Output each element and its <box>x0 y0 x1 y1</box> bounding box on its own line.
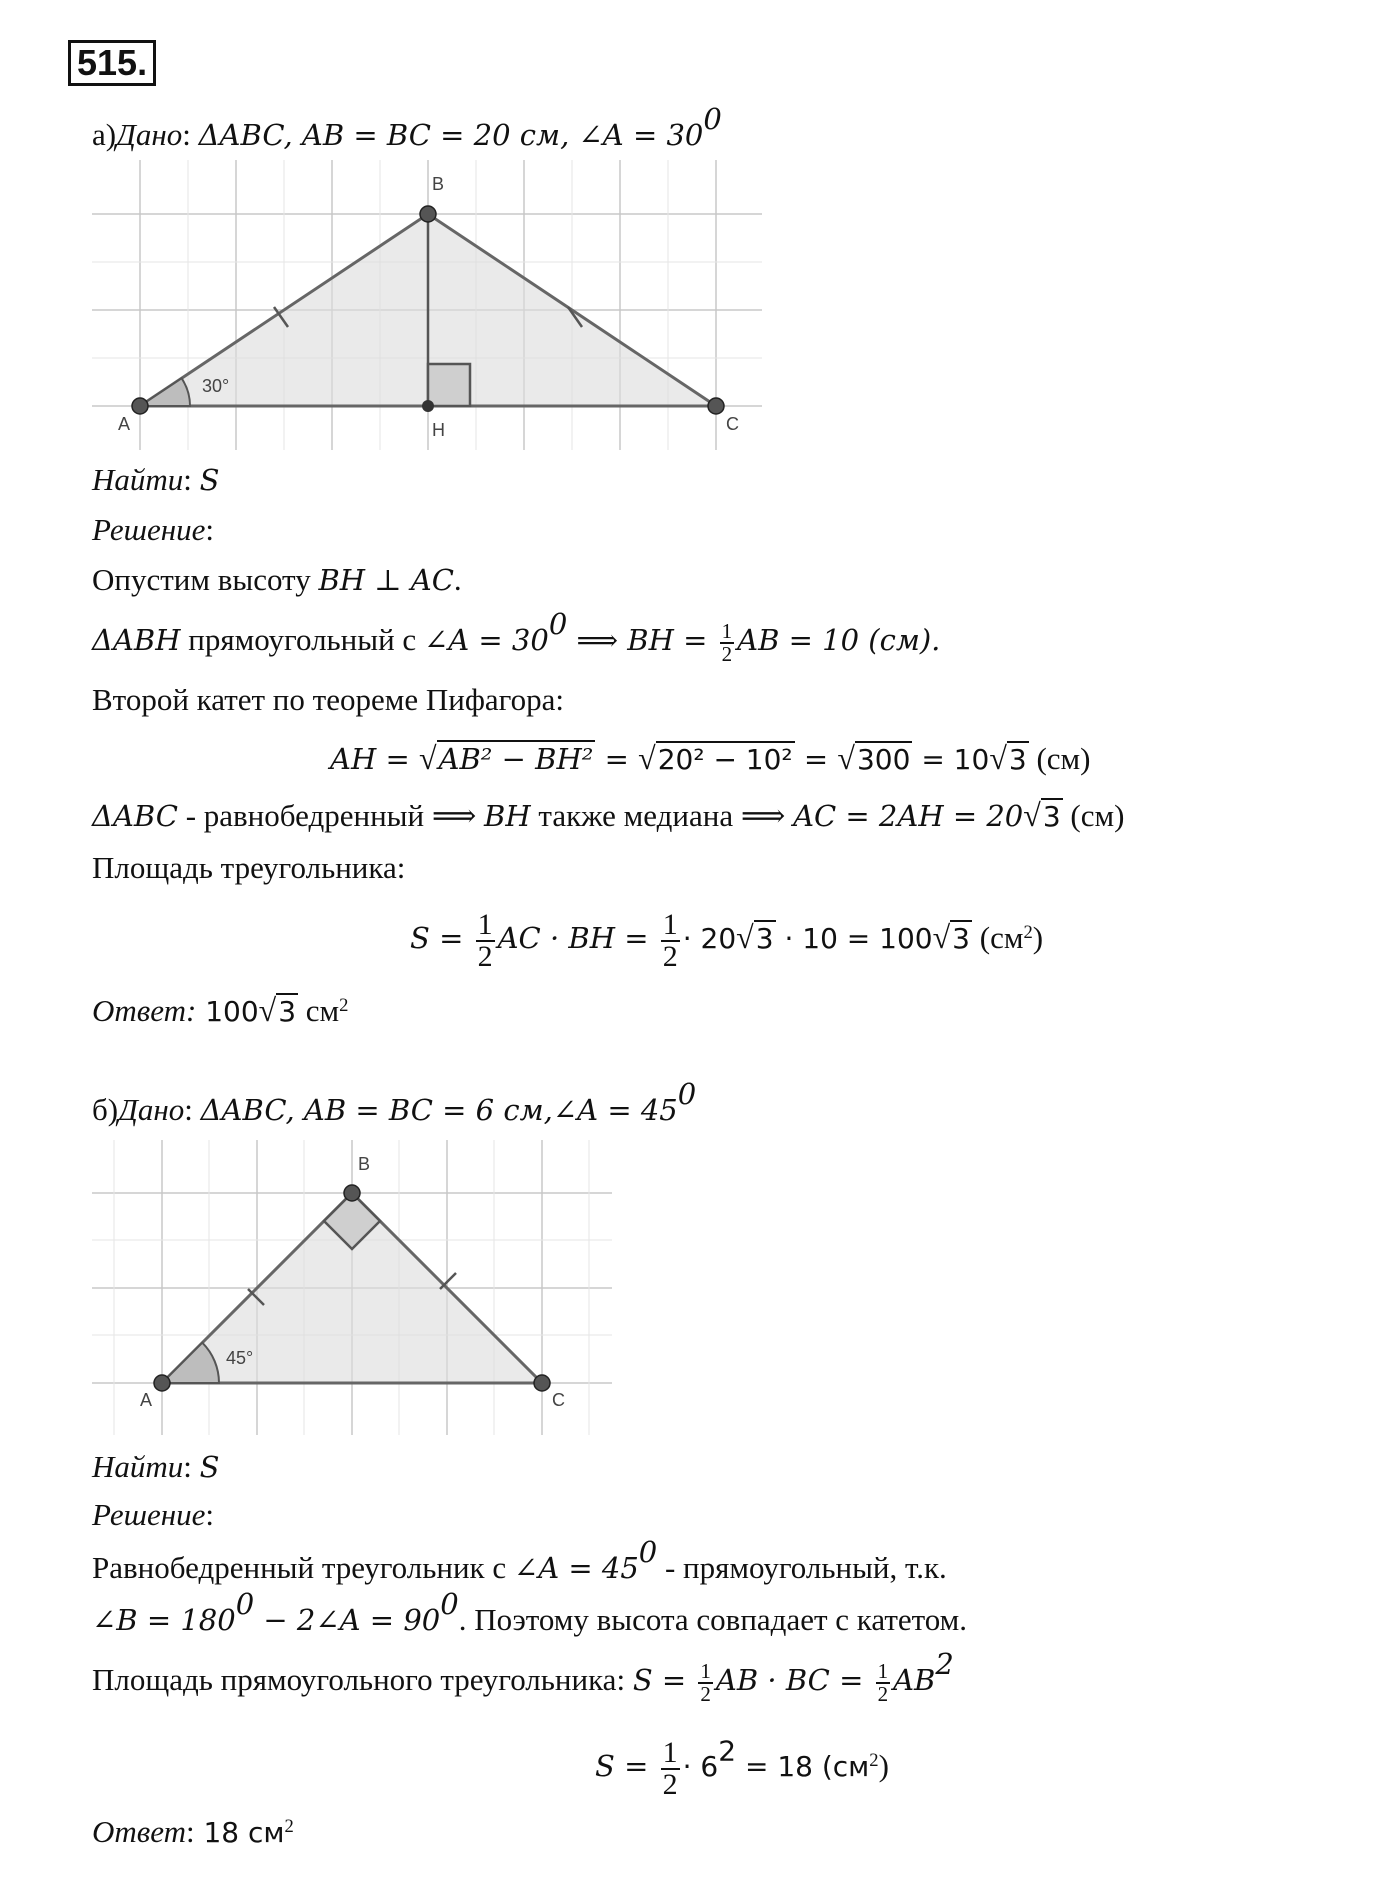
label-c-b: C <box>552 1390 565 1410</box>
figure-b <box>92 1140 612 1440</box>
part-b-formula: S = $\frac{1}{2}$ · $6^2 = 18$ $(см^2)$ <box>595 1734 889 1801</box>
label-c: C <box>726 414 739 434</box>
part-a-line5: Площадь треугольника: <box>92 850 406 885</box>
part-a-line3: Второй катет по теореме Пифагора: <box>92 682 564 717</box>
point-a-b <box>154 1375 170 1391</box>
label-a-b: A <box>140 1390 153 1410</box>
label-b: B <box>432 174 445 194</box>
point-c-b <box>534 1375 550 1391</box>
part-b-answer: Ответ: 18 $см^2$ <box>92 1814 294 1849</box>
point-c <box>708 398 724 414</box>
angle-label-45: 45° <box>226 1348 254 1368</box>
part-b-find: Найти: S <box>92 1449 220 1484</box>
part-a-answer: Ответ: 100√3 $см^2$ <box>92 992 349 1028</box>
label-h: H <box>432 420 445 440</box>
right-angle-mark-a <box>428 364 470 406</box>
figure-a <box>92 160 762 460</box>
point-h <box>422 400 434 412</box>
point-b <box>420 206 436 222</box>
part-b-solution-heading: Решение: <box>92 1497 214 1532</box>
label-b-b: B <box>358 1154 371 1174</box>
point-a <box>132 398 148 414</box>
part-a-line1: Опустим высоту BH ⊥ AC. <box>92 562 462 597</box>
part-a-line4: ΔABC - равнобедренный ⟹ BH также медиана ⟹ AC = 2AH = 20√3 (см) <box>92 797 1125 833</box>
label-a: A <box>118 414 131 434</box>
part-a-solution-heading: Решение: <box>92 512 214 547</box>
part-b-line3: Площадь прямоугольного треугольника: S = $\frac{1}{2}$ AB · BC = $\frac{1}{2}$ $AB^2$ <box>92 1647 954 1706</box>
part-a-formula1: AH = √AB² − BH² = √20² − 10² = √300 = 10√3 (см) <box>330 740 1091 776</box>
part-a-find: Найти: S <box>92 462 220 497</box>
problem-number: 515. <box>68 40 156 86</box>
part-b-line2: ∠B = $180^0$ − 2∠A = $90^0$. Поэтому высота совпадает с катетом. <box>92 1587 968 1637</box>
part-a-given: а)Дано: ΔABC, AB = BC = 20 см, ∠A = $30^0$ <box>92 102 722 152</box>
point-b-b <box>344 1185 360 1201</box>
angle-label-30: 30° <box>202 376 230 396</box>
part-a-formula2: S = $\frac{1}{2}$ AC · BH = $\frac{1}{2}$ · 20√3 · 10 = 100√3 $(см^2)$ <box>410 908 1044 973</box>
part-a-line2: ΔABH прямоугольный с ∠A = $30^0$ ⟹ BH = $\frac{1}{2}$ AB = 10 (см). <box>92 607 941 666</box>
part-b-given: б)Дано: ΔABC, AB = BC = 6 см,∠A = $45^0$ <box>92 1077 697 1127</box>
part-b-line1: Равнобедренный треугольник с ∠A = $45^0$ - прямоугольный, т.к. <box>92 1535 947 1585</box>
